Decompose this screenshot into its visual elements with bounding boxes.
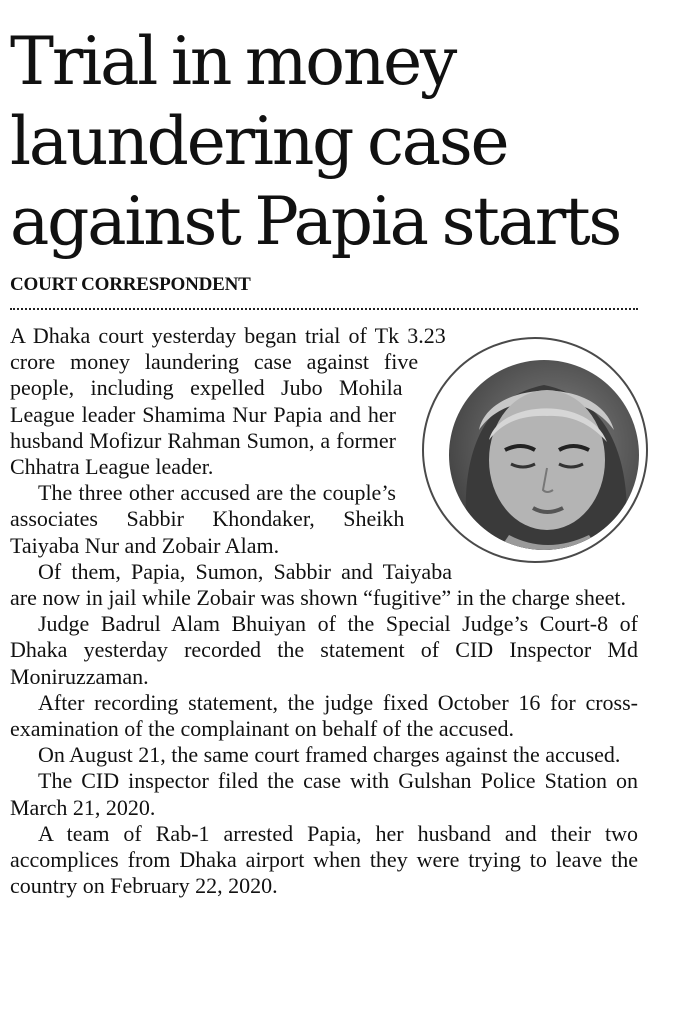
- paragraph: A team of Rab-1 arrested Papia, her husband and their two accomplices from Dhaka airport when they were trying to leave the country on February 22, 2020.: [10, 820, 638, 899]
- photo-wrap-space: [402, 331, 642, 581]
- paragraph: Judge Badrul Alam Bhuiyan of the Special Judge’s Court-8 of Dhaka yesterday recorded the statement of CID Inspector Md Moniruzzaman.: [10, 611, 638, 689]
- paragraph: The three other accused are the couple’s associates Sabbir Khondaker, Sheikh Taiyaba Nur and Zobair Alam.: [10, 480, 405, 558]
- paragraph: A Dhaka court yesterday began trial of Tk 3.23 crore money laundering case against five people, including expelled Jubo Mohila League leader Shamima Nur Papia and her husband Mofizur Rahman Sumon, a former Chhatra League leader.: [10, 323, 446, 480]
- paragraph: The CID inspector filed the case with Gulshan Police Station on March 21, 2020.: [10, 768, 638, 820]
- paragraph: Of them, Papia, Sumon, Sabbir and Taiyaba are now in jail while Zobair was shown “fugitive” in the charge sheet.: [10, 558, 627, 611]
- paragraph: On August 21, the same court framed charges against the accused.: [38, 742, 621, 768]
- headline: Trial in money laundering case against Papia starts: [10, 23, 621, 260]
- article-body: [10, 323, 638, 899]
- paragraph: After recording statement, the judge fixed October 16 for cross-examination of the complainant on behalf of the accused.: [10, 689, 638, 742]
- dotted-divider: [10, 308, 638, 310]
- byline: COURT CORRESPONDENT: [10, 274, 251, 295]
